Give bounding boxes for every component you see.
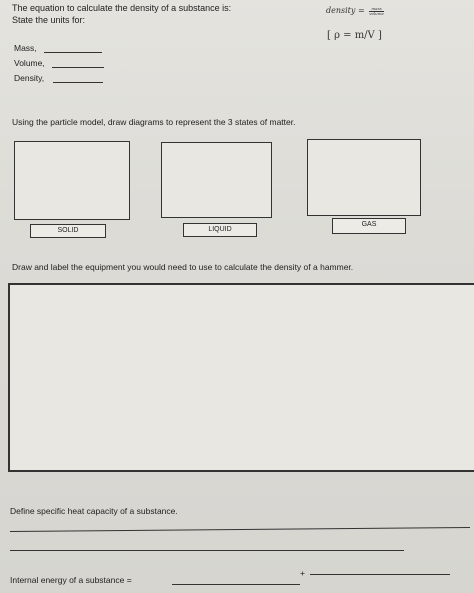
gas-label: GAS [332,218,406,234]
volume-label: Volume, [14,58,45,68]
heat-answer-line-2[interactable] [10,550,404,551]
solid-drawing-box[interactable] [14,141,130,220]
fraction-denominator: volume [369,10,384,16]
density-label: Density, [14,73,45,83]
density-fraction [369,7,384,16]
internal-energy-answer-2[interactable] [310,574,450,575]
equipment-instruction: Draw and label the equipment you would need to use to calculate the density of a hammer. [12,262,354,272]
internal-energy-answer-1[interactable] [172,584,300,585]
state-units-prompt: State the units for: [12,15,86,25]
density-formula-label: density = [326,6,365,15]
heat-answer-line-1[interactable] [10,527,470,532]
rho-formula: [ ρ = m/V ] [327,30,382,41]
particle-model-instruction: Using the particle model, draw diagrams to represent the 3 states of matter. [12,117,296,127]
mass-answer-line[interactable] [44,52,102,53]
density-formula [326,6,384,16]
internal-energy-label: Internal energy of a substance = [10,575,132,585]
volume-answer-line[interactable] [52,67,104,68]
plus-sign: + [300,568,305,578]
density-answer-line[interactable] [53,82,103,83]
fraction-numerator: mass [369,7,384,12]
heat-capacity-instruction: Define specific heat capacity of a substance. [10,506,178,516]
solid-label: SOLID [30,224,106,238]
equation-prompt: The equation to calculate the density of a substance is: [12,3,232,13]
mass-label: Mass, [14,43,37,53]
liquid-drawing-box[interactable] [161,142,272,218]
liquid-label: LIQUID [183,223,257,237]
equipment-drawing-box[interactable] [8,283,474,472]
gas-drawing-box[interactable] [307,139,421,216]
